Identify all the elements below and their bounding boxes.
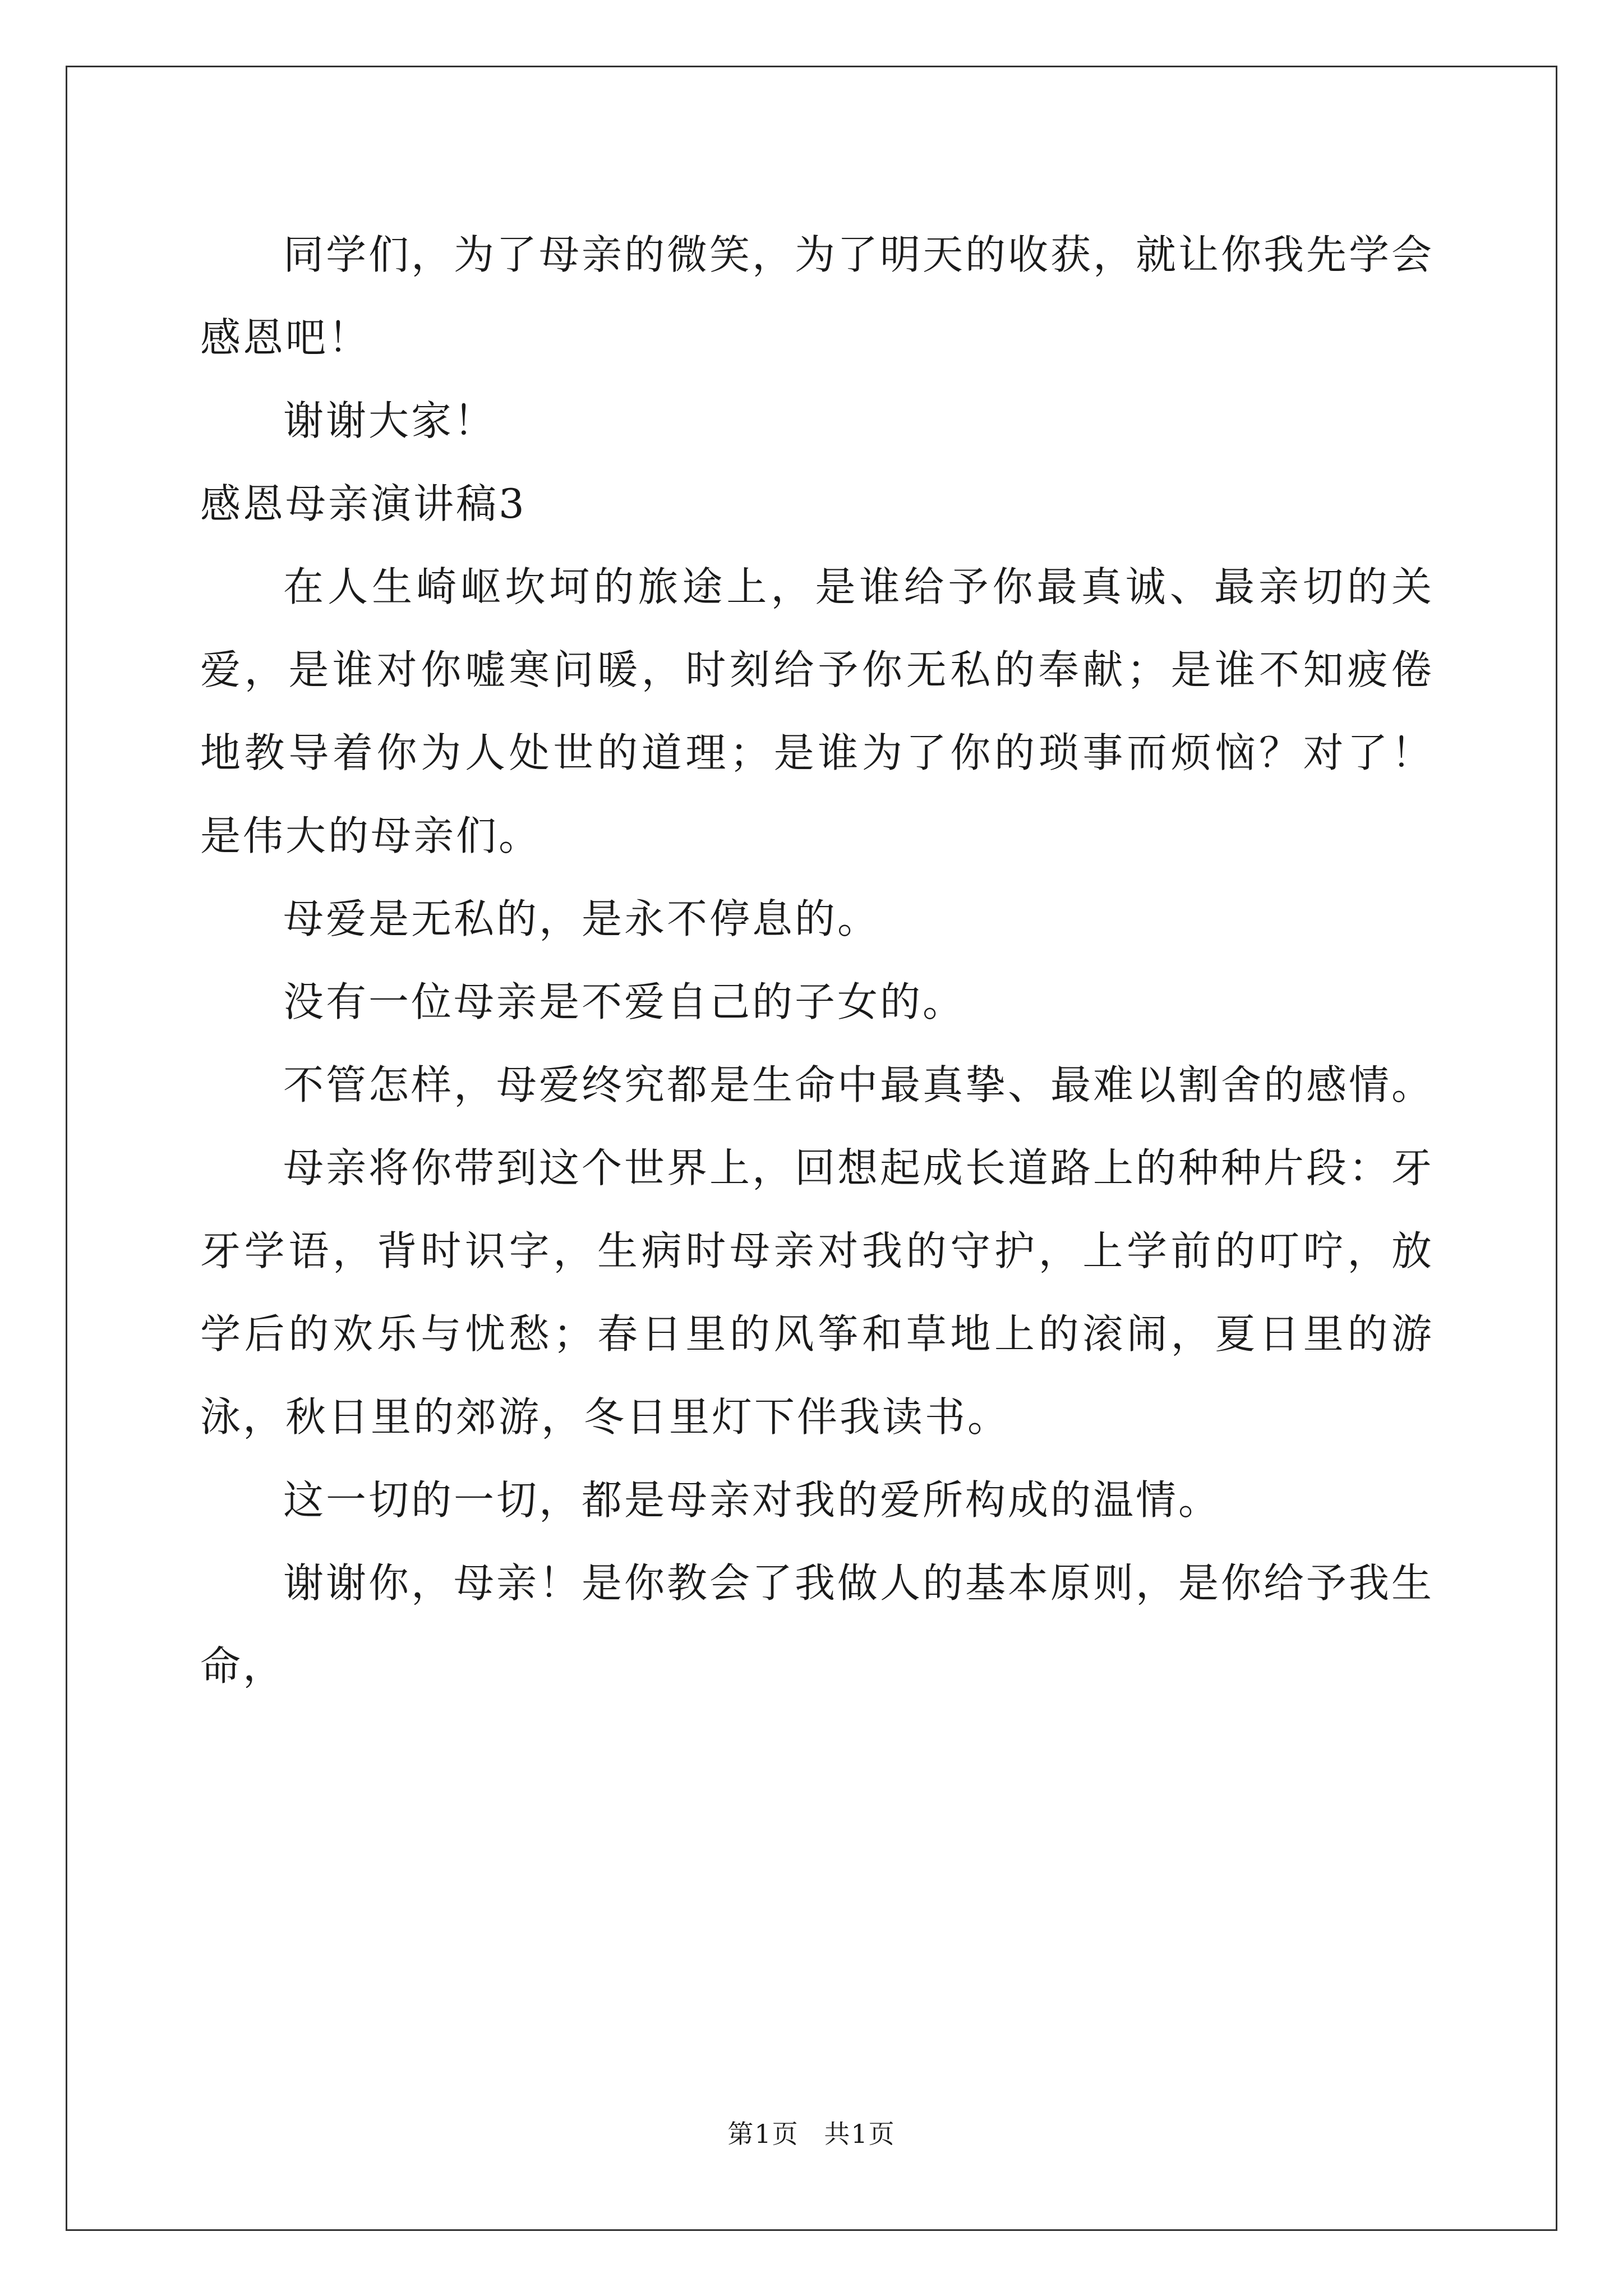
document-body [200,213,1434,1708]
page-footer [0,2114,1623,2151]
section-heading: 感恩母亲演讲稿3 [200,480,527,527]
paragraph: 没有一位母亲是不爱自己的子女的。 [283,978,966,1025]
page-total: 共1页 [824,2119,896,2149]
paragraph: 母亲将你带到这个世界上，回想起成长道路上的种种片段：牙牙学语，背时识字，生病时母亲对我的守护，上学前的叮咛，放学后的欢乐与忧愁；春日里的风筝和草地上的滚闹，夏日里的游泳，秋日里的郊游，冬日里灯下伴我读书。 [200,1144,1435,1441]
paragraph: 谢谢你，母亲！是你教会了我做人的基本原则，是你给予我生命， [200,1559,1435,1690]
paragraph: 在人生崎岖坎坷的旅途上，是谁给予你最真诚、最亲切的关爱，是谁对你嘘寒问暖，时刻给予你无私的奉献；是谁不知疲倦地教导着你为人处世的道理；是谁为了你的琐事而烦恼？对了！是伟大的母亲们。 [200,563,1434,859]
paragraph: 不管怎样，母爱终究都是生命中最真挚、最难以割舍的感情。 [283,1061,1435,1108]
paragraph: 同学们，为了母亲的微笑，为了明天的收获，就让你我先学会感恩吧！ [200,231,1435,361]
page-number: 第1页 [727,2119,799,2149]
paragraph: 这一切的一切，都是母亲对我的爱所构成的温情。 [283,1476,1221,1524]
paragraph: 谢谢大家！ [283,397,497,444]
paragraph: 母爱是无私的，是永不停息的。 [283,895,880,942]
